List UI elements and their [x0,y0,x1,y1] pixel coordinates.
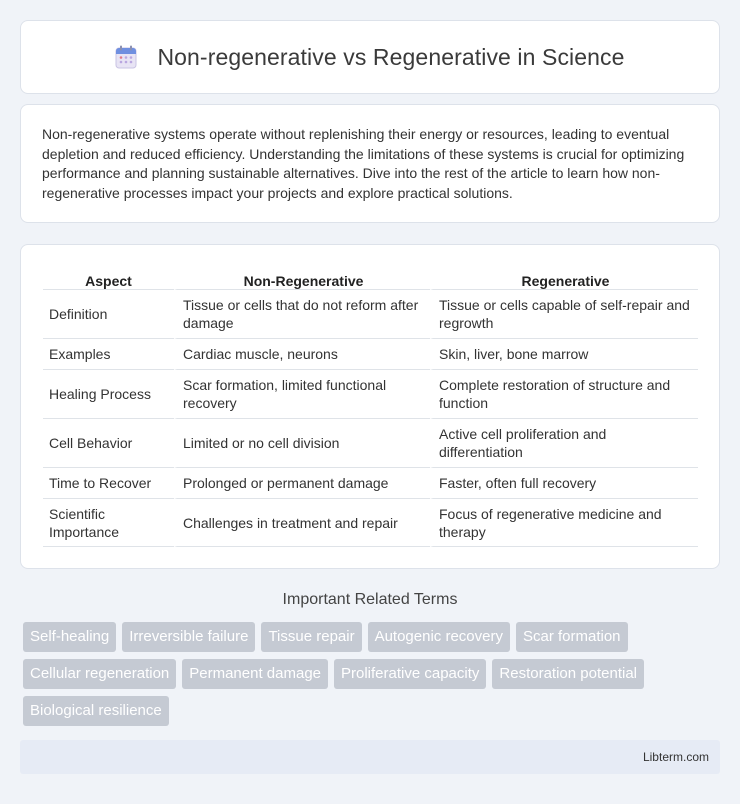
row-regenerative: Active cell proliferation and differentiation [430,418,698,467]
row-non-regenerative: Challenges in treatment and repair [174,498,430,547]
tag-cellular-regeneration[interactable]: Cellular regeneration [23,659,176,689]
header-non-regenerative: Non-Regenerative [174,267,430,289]
header-regenerative: Regenerative [430,267,698,289]
row-aspect: Examples [43,338,174,369]
tag-permanent-damage[interactable]: Permanent damage [182,659,328,689]
row-regenerative: Faster, often full recovery [430,467,698,498]
table-header-row [43,267,698,289]
header-aspect: Aspect [85,273,132,289]
comparison-table [43,267,698,547]
table-row [43,338,698,369]
tag-proliferative-capacity[interactable]: Proliferative capacity [334,659,486,689]
row-regenerative: Skin, liver, bone marrow [430,338,698,369]
tag-tissue-repair[interactable]: Tissue repair [261,622,361,652]
row-regenerative: Tissue or cells capable of self-repair and regrowth [430,289,698,338]
tag-irreversible-failure[interactable]: Irreversible failure [122,622,255,652]
intro-text: Non-regenerative systems operate without replenishing their energy or resources, leading to eventual depletion and reduced efficiency. Understanding the limitations of these systems is crucial for optimizing performance and planning sustainable alternatives. Dive into the rest of the article to learn how non-regenerative processes impact your projects and explore practical solutions. [42,126,685,201]
row-non-regenerative: Prolonged or permanent damage [174,467,430,498]
row-non-regenerative: Scar formation, limited functional recovery [174,369,430,418]
row-regenerative: Complete restoration of structure and function [430,369,698,418]
row-aspect: Scientific Importance [43,498,174,547]
tag-autogenic-recovery[interactable]: Autogenic recovery [368,622,510,652]
tag-scar-formation[interactable]: Scar formation [516,622,628,652]
row-regenerative: Focus of regenerative medicine and therapy [430,498,698,547]
row-aspect: Cell Behavior [43,418,174,467]
intro-card [20,104,720,223]
row-aspect: Time to Recover [43,467,174,498]
footer [20,740,720,774]
related-terms-tags [23,622,723,726]
related-terms-title: Important Related Terms [282,591,458,608]
table-row [43,418,698,467]
row-non-regenerative: Limited or no cell division [174,418,430,467]
header-card [20,20,720,94]
table-row [43,498,698,547]
table-row [43,369,698,418]
row-aspect: Definition [43,289,174,338]
title-wrap [115,44,624,71]
row-aspect: Healing Process [43,369,174,418]
page-title: Non-regenerative vs Regenerative in Science [157,43,625,70]
tag-self-healing[interactable]: Self-healing [23,622,116,652]
row-non-regenerative: Cardiac muscle, neurons [174,338,430,369]
footer-site-link[interactable]: Libterm.com [642,750,709,764]
tag-biological-resilience[interactable]: Biological resilience [23,696,169,726]
table-row [43,467,698,498]
calendar-icon [115,45,137,69]
row-non-regenerative: Tissue or cells that do not reform after damage [174,289,430,338]
table-row [43,289,698,338]
comparison-table-card [20,244,720,569]
tag-restoration-potential[interactable]: Restoration potential [492,659,644,689]
